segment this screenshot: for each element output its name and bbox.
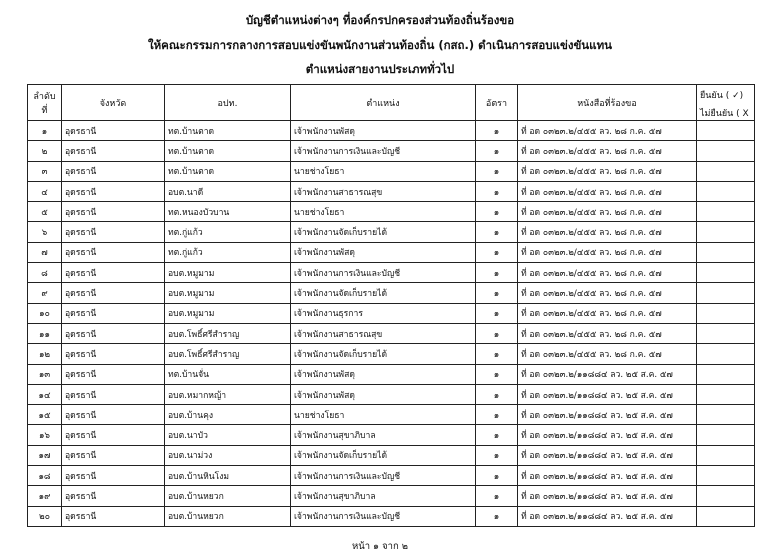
cell-no: ๒๐ xyxy=(28,506,62,526)
cell-position: เจ้าพนักงานธุรการ xyxy=(291,303,476,323)
cell-no: ๑๙ xyxy=(28,486,62,506)
cell-no: ๖ xyxy=(28,222,62,242)
cell-position: เจ้าพนักงานการเงินและบัญชี xyxy=(291,141,476,161)
cell-org: ทต.บ้านจั่น xyxy=(165,364,291,384)
table-row xyxy=(28,303,755,323)
cell-qty: ๑ xyxy=(476,384,518,404)
cell-confirm xyxy=(697,486,755,506)
cell-org: อบต.นาม่วง xyxy=(165,445,291,465)
table-row xyxy=(28,222,755,242)
cell-qty: ๑ xyxy=(476,283,518,303)
cell-org: ทต.บ้านตาด xyxy=(165,161,291,181)
cell-province: อุดรธานี xyxy=(62,384,165,404)
cell-province: อุดรธานี xyxy=(62,466,165,486)
cell-province: อุดรธานี xyxy=(62,425,165,445)
cell-position: นายช่างโยธา xyxy=(291,405,476,425)
cell-letter: ที่ อด ๐๓๒๓.๒/๔๕๕ ลว. ๒๘ ก.ค. ๕๗ xyxy=(518,303,697,323)
cell-confirm xyxy=(697,161,755,181)
cell-no: ๑๗ xyxy=(28,445,62,465)
cell-confirm xyxy=(697,445,755,465)
table-header-row xyxy=(28,85,755,121)
cell-position: นายช่างโยธา xyxy=(291,202,476,222)
cell-org: อบต.บ้านหยวก xyxy=(165,506,291,526)
cell-qty: ๑ xyxy=(476,181,518,201)
cell-province: อุดรธานี xyxy=(62,506,165,526)
cell-province: อุดรธานี xyxy=(62,141,165,161)
cell-letter: ที่ อด ๐๓๒๓.๒/๔๕๕ ลว. ๒๘ ก.ค. ๕๗ xyxy=(518,161,697,181)
header-no xyxy=(28,85,62,121)
cell-no: ๑๓ xyxy=(28,364,62,384)
table-row xyxy=(28,344,755,364)
cell-position: เจ้าพนักงานสุขาภิบาล xyxy=(291,425,476,445)
cell-no: ๙ xyxy=(28,283,62,303)
cell-province: อุดรธานี xyxy=(62,405,165,425)
cell-letter: ที่ อด ๐๓๒๓.๒/๑๑๘๘๔ ลว. ๒๕ ส.ค. ๕๗ xyxy=(518,506,697,526)
cell-qty: ๑ xyxy=(476,445,518,465)
cell-confirm xyxy=(697,303,755,323)
cell-letter: ที่ อด ๐๓๒๓.๒/๔๕๕ ลว. ๒๘ ก.ค. ๕๗ xyxy=(518,121,697,141)
cell-letter: ที่ อด ๐๓๒๓.๒/๑๑๘๘๔ ลว. ๒๕ ส.ค. ๕๗ xyxy=(518,364,697,384)
cell-no: ๑๑ xyxy=(28,323,62,343)
cell-position: เจ้าพนักงานพัสดุ xyxy=(291,242,476,262)
cell-position: นายช่างโยธา xyxy=(291,161,476,181)
cell-confirm xyxy=(697,466,755,486)
table-row xyxy=(28,384,755,404)
cell-qty: ๑ xyxy=(476,263,518,283)
cell-position: เจ้าพนักงานสาธารณสุข xyxy=(291,323,476,343)
cell-confirm xyxy=(697,344,755,364)
table-row xyxy=(28,486,755,506)
cell-no: ๑๒ xyxy=(28,344,62,364)
cell-confirm xyxy=(697,263,755,283)
cell-no: ๑๐ xyxy=(28,303,62,323)
cell-province: อุดรธานี xyxy=(62,445,165,465)
cell-org: อบต.บ้านคุง xyxy=(165,405,291,425)
cell-confirm xyxy=(697,384,755,404)
cell-position: เจ้าพนักงานพัสดุ xyxy=(291,364,476,384)
page-number: หน้า ๑ จาก ๒ xyxy=(351,541,409,552)
cell-letter: ที่ อด ๐๓๒๓.๒/๑๑๘๘๔ ลว. ๒๕ ส.ค. ๕๗ xyxy=(518,425,697,445)
table-row xyxy=(28,161,755,181)
cell-no: ๑๘ xyxy=(28,466,62,486)
cell-confirm xyxy=(697,323,755,343)
table-row xyxy=(28,323,755,343)
cell-qty: ๑ xyxy=(476,344,518,364)
cell-no: ๗ xyxy=(28,242,62,262)
cell-position: เจ้าพนักงานสาธารณสุข xyxy=(291,181,476,201)
title-line-1: บัญชีตำแหน่งต่างๆ ที่องค์กรปกครองส่วนท้องถิ่นร้องขอ xyxy=(245,13,515,27)
cell-province: อุดรธานี xyxy=(62,161,165,181)
cell-position: เจ้าพนักงานพัสดุ xyxy=(291,384,476,404)
cell-org: ทต.บ้านตาด xyxy=(165,141,291,161)
cell-qty: ๑ xyxy=(476,405,518,425)
cell-province: อุดรธานี xyxy=(62,121,165,141)
cell-letter: ที่ อด ๐๓๒๓.๒/๑๑๘๘๔ ลว. ๒๕ ส.ค. ๕๗ xyxy=(518,445,697,465)
cell-confirm xyxy=(697,181,755,201)
cell-no: ๒ xyxy=(28,141,62,161)
table-row xyxy=(28,181,755,201)
cell-org: อบต.บ้านหยวก xyxy=(165,486,291,506)
header-confirm-no: ไม่ยืนยัน ( X xyxy=(700,109,749,119)
header-org: อปท. xyxy=(165,85,291,121)
table-row xyxy=(28,141,755,161)
header-confirm xyxy=(697,85,755,121)
cell-position: เจ้าพนักงานการเงินและบัญชี xyxy=(291,506,476,526)
cell-qty: ๑ xyxy=(476,466,518,486)
title-line-3: ตำแหน่งสายงานประเภททั่วไป xyxy=(305,62,455,76)
cell-letter: ที่ อด ๐๓๒๓.๒/๑๑๘๘๔ ลว. ๒๕ ส.ค. ๕๗ xyxy=(518,405,697,425)
header-letter: หนังสือที่ร้องขอ xyxy=(518,85,697,121)
cell-qty: ๑ xyxy=(476,161,518,181)
cell-letter: ที่ อด ๐๓๒๓.๒/๑๑๘๘๔ ลว. ๒๕ ส.ค. ๕๗ xyxy=(518,466,697,486)
cell-org: อบต.หมูมาม xyxy=(165,283,291,303)
table-row xyxy=(28,405,755,425)
cell-confirm xyxy=(697,425,755,445)
cell-qty: ๑ xyxy=(476,323,518,343)
cell-province: อุดรธานี xyxy=(62,303,165,323)
cell-confirm xyxy=(697,405,755,425)
cell-qty: ๑ xyxy=(476,222,518,242)
cell-no: ๔ xyxy=(28,181,62,201)
cell-qty: ๑ xyxy=(476,121,518,141)
header-no-line1: ลำดับ xyxy=(33,91,56,102)
table-row xyxy=(28,506,755,526)
cell-province: อุดรธานี xyxy=(62,283,165,303)
cell-province: อุดรธานี xyxy=(62,263,165,283)
cell-org: อบต.หมูมาม xyxy=(165,303,291,323)
table-row xyxy=(28,364,755,384)
cell-no: ๘ xyxy=(28,263,62,283)
cell-letter: ที่ อด ๐๓๒๓.๒/๔๕๕ ลว. ๒๘ ก.ค. ๕๗ xyxy=(518,263,697,283)
cell-no: ๕ xyxy=(28,202,62,222)
cell-qty: ๑ xyxy=(476,303,518,323)
cell-position: เจ้าพนักงานการเงินและบัญชี xyxy=(291,466,476,486)
table-body xyxy=(28,121,755,527)
cell-letter: ที่ อด ๐๓๒๓.๒/๔๕๕ ลว. ๒๘ ก.ค. ๕๗ xyxy=(518,222,697,242)
cell-no: ๑๖ xyxy=(28,425,62,445)
cell-letter: ที่ อด ๐๓๒๓.๒/๑๑๘๘๔ ลว. ๒๕ ส.ค. ๕๗ xyxy=(518,486,697,506)
cell-confirm xyxy=(697,242,755,262)
header-confirm-yes: ยืนยัน ( ✓) xyxy=(700,91,744,101)
cell-province: อุดรธานี xyxy=(62,222,165,242)
cell-org: ทต.กู่แก้ว xyxy=(165,242,291,262)
cell-letter: ที่ อด ๐๓๒๓.๒/๔๕๕ ลว. ๒๘ ก.ค. ๕๗ xyxy=(518,141,697,161)
cell-confirm xyxy=(697,364,755,384)
cell-qty: ๑ xyxy=(476,141,518,161)
cell-qty: ๑ xyxy=(476,425,518,445)
cell-qty: ๑ xyxy=(476,202,518,222)
cell-letter: ที่ อด ๐๓๒๓.๒/๔๕๕ ลว. ๒๘ ก.ค. ๕๗ xyxy=(518,283,697,303)
title-line-2: ให้คณะกรรมการกลางการสอบแข่งขันพนักงานส่วนท้องถิ่น (กสถ.) ดำเนินการสอบแข่งขันแทน xyxy=(147,38,613,52)
cell-position: เจ้าพนักงานสุขาภิบาล xyxy=(291,486,476,506)
cell-org: อบต.บ้านหินโงม xyxy=(165,466,291,486)
table-row xyxy=(28,263,755,283)
cell-province: อุดรธานี xyxy=(62,364,165,384)
table-row xyxy=(28,466,755,486)
cell-qty: ๑ xyxy=(476,506,518,526)
cell-province: อุดรธานี xyxy=(62,202,165,222)
cell-org: อบต.โพธิ์ศรีสำราญ xyxy=(165,344,291,364)
cell-org: ทต.กู่แก้ว xyxy=(165,222,291,242)
cell-province: อุดรธานี xyxy=(62,486,165,506)
cell-qty: ๑ xyxy=(476,364,518,384)
table-row xyxy=(28,445,755,465)
cell-no: ๑๕ xyxy=(28,405,62,425)
cell-confirm xyxy=(697,121,755,141)
cell-province: อุดรธานี xyxy=(62,242,165,262)
cell-no: ๑๔ xyxy=(28,384,62,404)
header-qty: อัตรา xyxy=(476,85,518,121)
cell-org: อบต.หมูมาม xyxy=(165,263,291,283)
cell-letter: ที่ อด ๐๓๒๓.๒/๑๑๘๘๔ ลว. ๒๕ ส.ค. ๕๗ xyxy=(518,384,697,404)
cell-no: ๑ xyxy=(28,121,62,141)
table-row xyxy=(28,425,755,445)
cell-position: เจ้าพนักงานจัดเก็บรายได้ xyxy=(291,283,476,303)
header-no-line2: ที่ xyxy=(41,105,48,116)
cell-confirm xyxy=(697,202,755,222)
cell-org: ทต.บ้านตาด xyxy=(165,121,291,141)
cell-position: เจ้าพนักงานพัสดุ xyxy=(291,121,476,141)
table-row xyxy=(28,242,755,262)
header-position: ตำแหน่ง xyxy=(291,85,476,121)
cell-position: เจ้าพนักงานจัดเก็บรายได้ xyxy=(291,344,476,364)
cell-confirm xyxy=(697,506,755,526)
cell-province: อุดรธานี xyxy=(62,181,165,201)
cell-letter: ที่ อด ๐๓๒๓.๒/๔๕๕ ลว. ๒๘ ก.ค. ๕๗ xyxy=(518,344,697,364)
cell-qty: ๑ xyxy=(476,486,518,506)
table-row xyxy=(28,121,755,141)
cell-org: ทต.หนองบัวบาน xyxy=(165,202,291,222)
cell-province: อุดรธานี xyxy=(62,323,165,343)
cell-org: อบต.นาบัว xyxy=(165,425,291,445)
positions-table xyxy=(27,84,755,527)
cell-letter: ที่ อด ๐๓๒๓.๒/๔๕๕ ลว. ๒๘ ก.ค. ๕๗ xyxy=(518,181,697,201)
header-province: จังหวัด xyxy=(62,85,165,121)
cell-position: เจ้าพนักงานการเงินและบัญชี xyxy=(291,263,476,283)
cell-org: อบต.หมากหญ้า xyxy=(165,384,291,404)
cell-no: ๓ xyxy=(28,161,62,181)
table-row xyxy=(28,283,755,303)
cell-org: อบต.นาดี xyxy=(165,181,291,201)
cell-letter: ที่ อด ๐๓๒๓.๒/๔๕๕ ลว. ๒๘ ก.ค. ๕๗ xyxy=(518,202,697,222)
cell-confirm xyxy=(697,283,755,303)
cell-org: อบต.โพธิ์ศรีสำราญ xyxy=(165,323,291,343)
cell-confirm xyxy=(697,141,755,161)
table-row xyxy=(28,202,755,222)
cell-province: อุดรธานี xyxy=(62,344,165,364)
cell-confirm xyxy=(697,222,755,242)
cell-position: เจ้าพนักงานจัดเก็บรายได้ xyxy=(291,445,476,465)
cell-qty: ๑ xyxy=(476,242,518,262)
cell-letter: ที่ อด ๐๓๒๓.๒/๔๕๕ ลว. ๒๘ ก.ค. ๕๗ xyxy=(518,242,697,262)
cell-letter: ที่ อด ๐๓๒๓.๒/๔๕๕ ลว. ๒๘ ก.ค. ๕๗ xyxy=(518,323,697,343)
cell-position: เจ้าพนักงานจัดเก็บรายได้ xyxy=(291,222,476,242)
